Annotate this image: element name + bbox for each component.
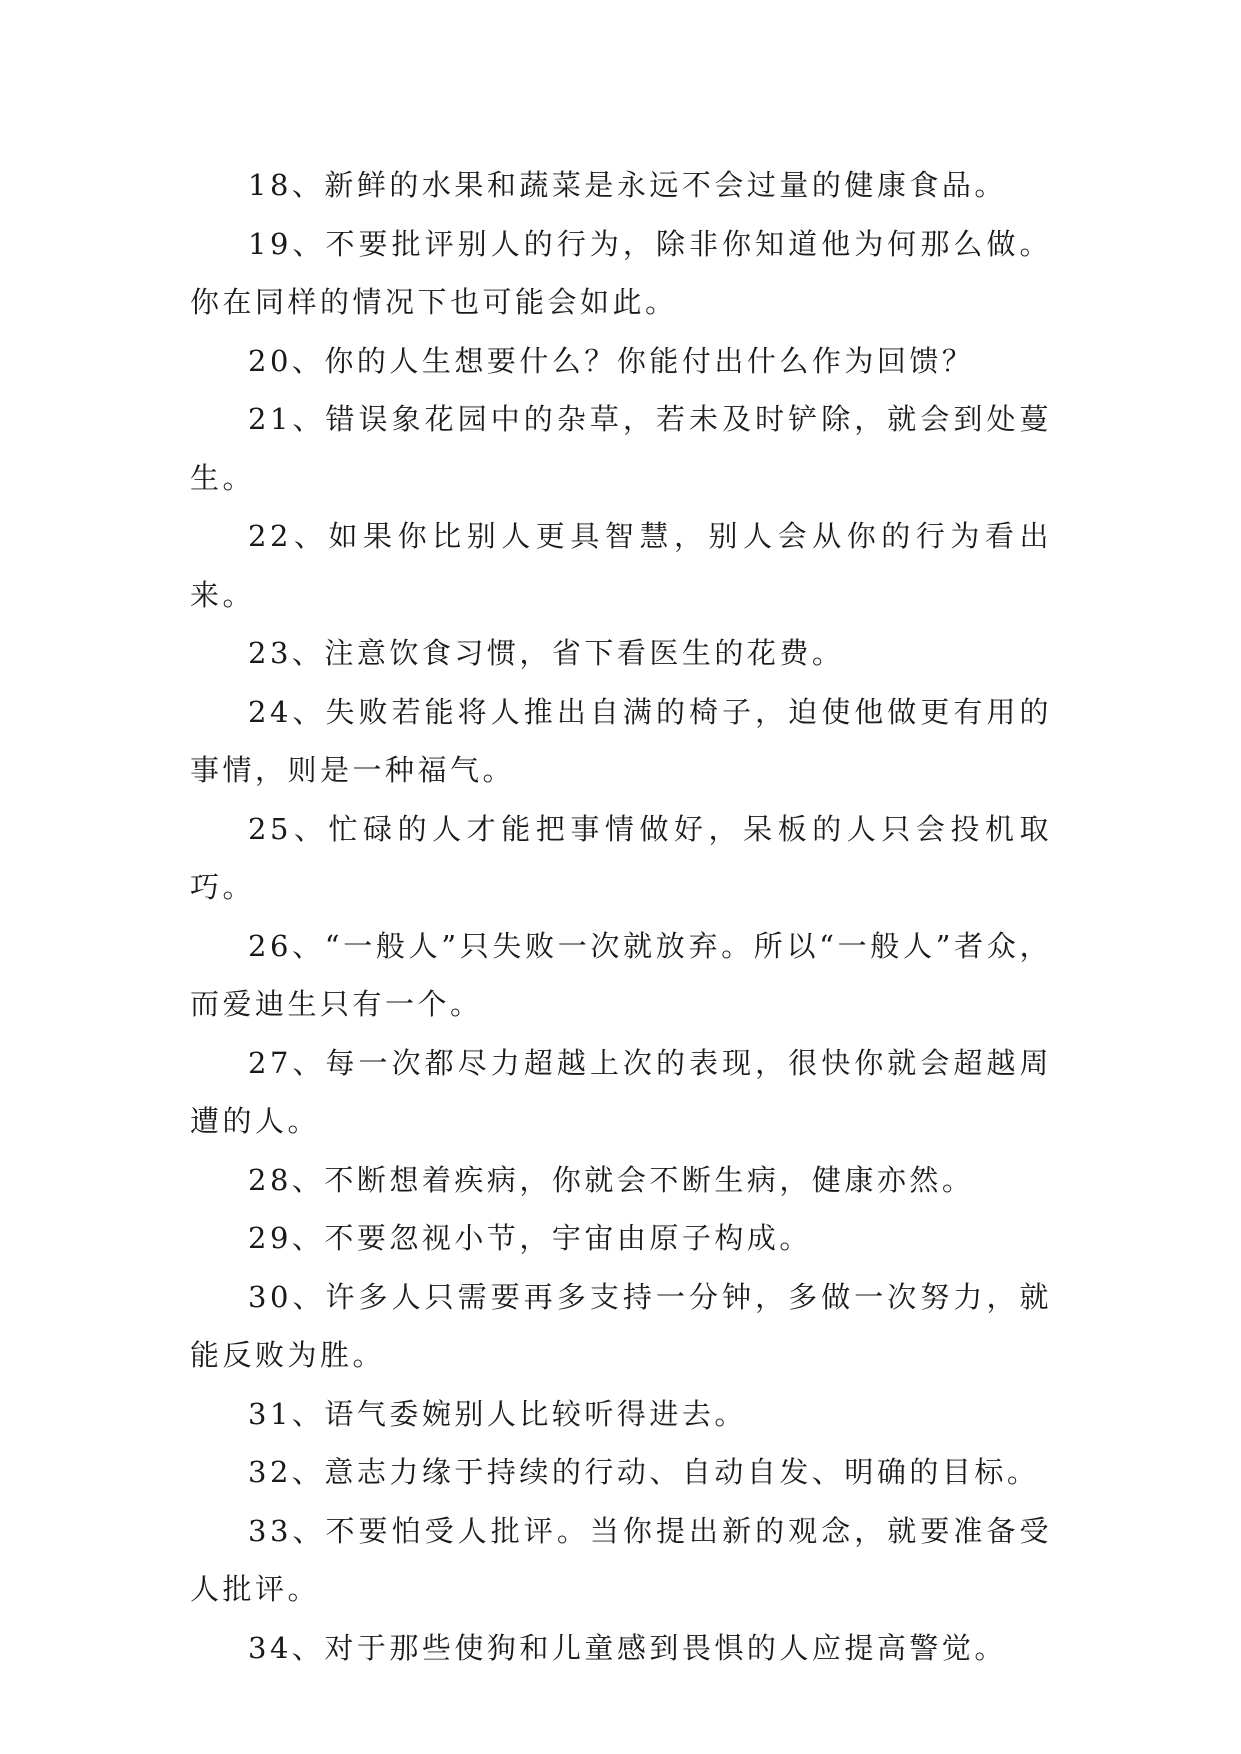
paragraph-22: 22、如果你比别人更具智慧，别人会从你的行为看出来。 [190, 519, 1052, 612]
paragraph-31: 31、语气委婉别人比较听得进去。 [248, 1396, 747, 1431]
paragraph-21: 21、错误象花园中的杂草，若未及时铲除，就会到处蔓生。 [190, 402, 1052, 495]
paragraph-23: 23、注意饮食习惯，省下看医生的花费。 [248, 636, 845, 670]
paragraph-34: 34、对于那些使狗和儿童感到畏惧的人应提高警觉。 [248, 1630, 1007, 1665]
document-body [190, 156, 1052, 1677]
paragraph-25: 25、忙碌的人才能把事情做好，呆板的人只会投机取巧。 [190, 811, 1052, 904]
paragraph-28: 28、不断想着疾病，你就会不断生病，健康亦然。 [248, 1162, 975, 1197]
paragraph-30: 30、许多人只需要再多支持一分钟，多做一次努力，就能反败为胜。 [190, 1279, 1052, 1372]
paragraph-27: 27、每一次都尽力超越上次的表现，很快你就会超越周遭的人。 [190, 1045, 1052, 1138]
paragraph-20: 20、你的人生想要什么？你能付出什么作为回馈？ [248, 343, 975, 378]
paragraph-26: 26、“一般人”只失败一次就放弃。所以“一般人”者众，而爱迪生只有一个。 [190, 928, 1052, 1021]
paragraph-18: 18、新鲜的水果和蔬菜是永远不会过量的健康食品。 [248, 168, 1007, 202]
paragraph-33: 33、不要怕受人批评。当你提出新的观念，就要准备受人批评。 [190, 1513, 1052, 1606]
paragraph-24: 24、失败若能将人推出自满的椅子，迫使他做更有用的事情，则是一种福气。 [190, 694, 1052, 787]
paragraph-19: 19、不要批评别人的行为，除非你知道他为何那么做。你在同样的情况下也可能会如此。 [190, 226, 1052, 319]
paragraph-29: 29、不要忽视小节，宇宙由原子构成。 [248, 1221, 812, 1255]
paragraph-32: 32、意志力缘于持续的行动、自动自发、明确的目标。 [248, 1455, 1040, 1489]
